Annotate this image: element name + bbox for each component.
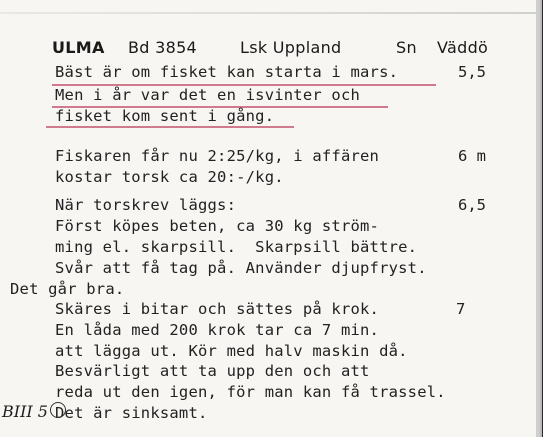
text-line: Men i år var det en isvinter och (55, 86, 361, 104)
text-line: reda ut den igen, för man kan få trassel. (55, 383, 446, 401)
header-place: Väddö (437, 38, 489, 57)
text-line: Besvärligt att ta upp den och att (55, 362, 370, 380)
text-line: att lägga ut. Kör med halv maskin då. (55, 342, 408, 360)
ref-number: 5,5 (458, 63, 486, 81)
ref-number: 6,5 (458, 196, 486, 214)
text-line: En låda med 200 krok tar ca 7 min. (55, 321, 380, 339)
header-volume: Bd 3854 (128, 38, 198, 57)
stamp-circle-icon (50, 402, 66, 418)
header-region: Sn (396, 38, 417, 57)
header-name: ULMA (52, 38, 105, 57)
text-line: ming el. skarpsill. Skarpsill bättre. (55, 238, 418, 256)
card-top-rule (0, 12, 540, 14)
text-line: kostar torsk ca 20:-/kg. (55, 168, 284, 186)
ref-number: 6 m (458, 147, 486, 165)
text-line: När torskrev läggs: (55, 196, 237, 214)
archive-mark: BIII 5 (2, 402, 48, 421)
header-parish: Lsk Uppland (240, 38, 342, 57)
text-line: fisket kom sent i gång. (55, 107, 275, 125)
text-line: Svår att få tag på. Använder djupfryst. (55, 259, 427, 277)
highlight-underline (46, 126, 294, 128)
text-line: Fiskaren får nu 2:25/kg, i affären (55, 147, 380, 165)
card-edge (536, 0, 540, 437)
text-line: Bäst är om fisket kan starta i mars. (55, 63, 399, 81)
ref-number: 7 (456, 300, 466, 318)
text-line: Det är sinksamt. (55, 404, 208, 422)
text-line: Först köpes beten, ca 30 kg ström- (55, 217, 380, 235)
text-line: Det går bra. (10, 280, 125, 298)
text-line: Skäres i bitar och sättes på krok. (55, 300, 380, 318)
